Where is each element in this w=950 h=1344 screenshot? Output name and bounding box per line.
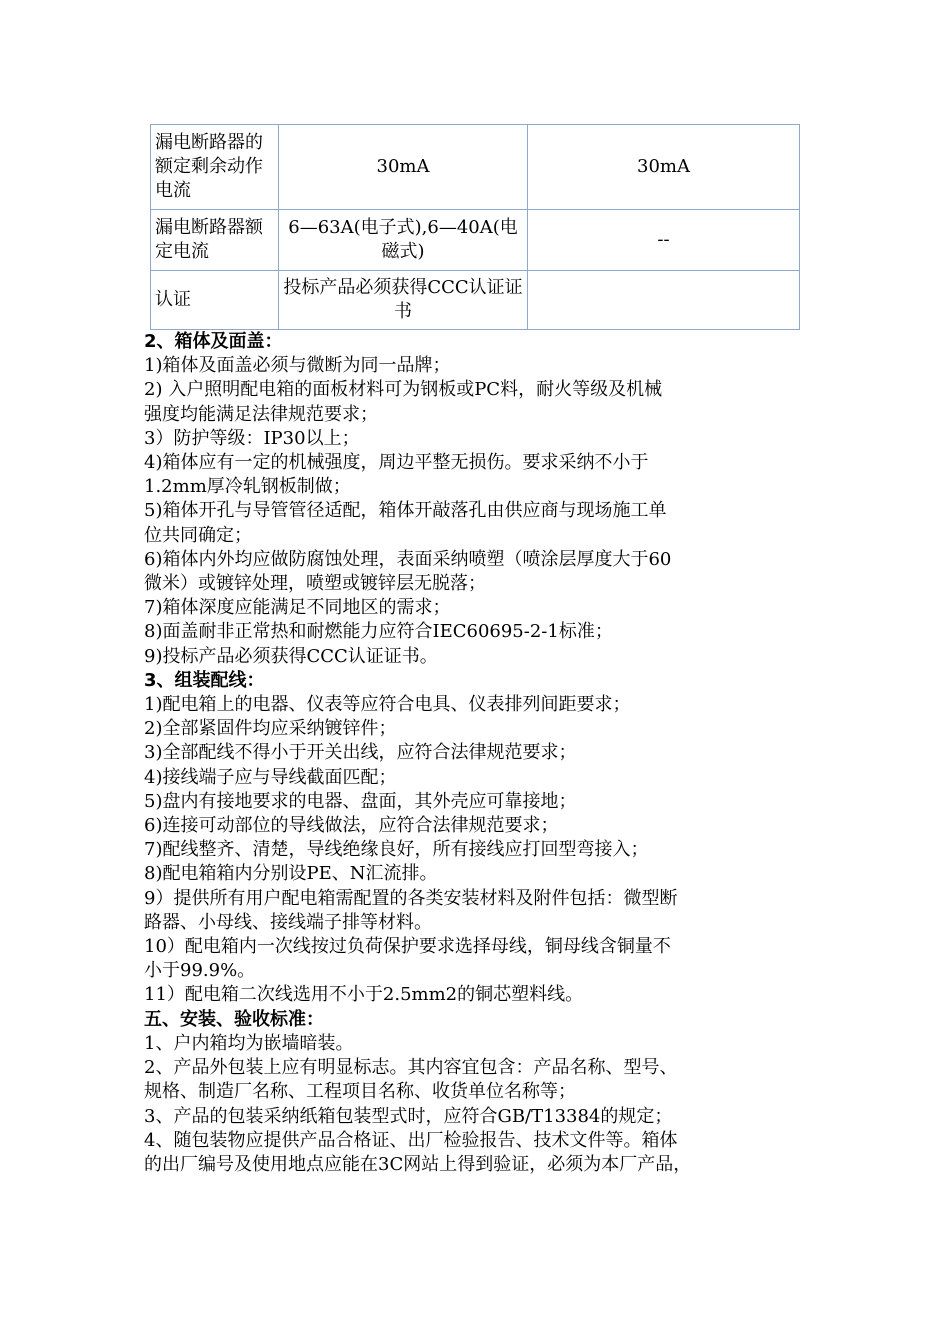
text-line: 5)盘内有接地要求的电器、盘面，其外壳应可靠接地； <box>144 790 577 812</box>
table-cell: 6—63A(电子式),6—40A(电磁式) <box>279 210 528 271</box>
document-page <box>144 124 814 1177</box>
text-line: 4)接线端子应与导线截面匹配； <box>144 766 397 788</box>
text-line: 2)全部紧固件均应采纳镀锌件； <box>144 718 397 740</box>
table-row <box>151 210 800 271</box>
text-line: 1)箱体及面盖必须与微断为同一品牌； <box>144 355 451 377</box>
table-cell <box>528 271 800 330</box>
section-heading: 3、组装配线： <box>144 669 265 691</box>
text-line: 4)箱体应有一定的机械强度，周边平整无损伤。要求采纳不小于 <box>144 452 649 474</box>
table-cell: 30mA <box>279 125 528 210</box>
text-line: 2、产品外包装上应有明显标志。其内容宜包含：产品名称、型号、 <box>144 1057 678 1079</box>
text-line: 6)箱体内外均应做防腐蚀处理，表面采纳喷塑（喷涂层厚度大于60 <box>144 548 672 570</box>
text-line: 8)面盖耐非正常热和耐燃能力应符合IEC60695-2-1标准； <box>144 621 613 643</box>
text-line: 11）配电箱二次线选用不小于2.5mm2的铜芯塑料线。 <box>144 984 584 1006</box>
text-line: 微米）或镀锌处理，喷塑或镀锌层无脱落； <box>144 573 486 595</box>
table-cell: 投标产品必须获得CCC认证证书 <box>279 271 528 330</box>
spec-table <box>150 124 800 330</box>
text-line: 1、户内箱均为嵌墙暗装。 <box>144 1032 354 1054</box>
table-cell: 漏电断路器额定电流 <box>151 210 279 271</box>
text-line: 1)配电箱上的电器、仪表等应符合电具、仪表排列间距要求； <box>144 694 631 716</box>
table-row <box>151 125 800 210</box>
text-line: 位共同确定； <box>144 524 252 546</box>
table-cell: 认证 <box>151 271 279 330</box>
table-row <box>151 271 800 330</box>
text-line: 10）配电箱内一次线按过负荷保护要求选择母线，铜母线含铜量不 <box>144 936 671 958</box>
text-line: 3、产品的包装采纳纸箱包装型式时，应符合GB/T13384的规定； <box>144 1105 673 1127</box>
text-line: 1.2mm厚冷轧钢板制做； <box>144 476 351 498</box>
section-heading: 2、箱体及面盖： <box>144 331 283 352</box>
text-line: 2) 入户照明配电箱的面板材料可为钢板或PC料，耐火等级及机械 <box>144 379 663 401</box>
text-line: 的出厂编号及使用地点应能在3C网站上得到验证，必须为本厂产品， <box>144 1153 692 1175</box>
text-line: 5)箱体开孔与导管管径适配，箱体开敲落孔由供应商与现场施工单 <box>144 500 667 522</box>
text-line: 9）提供所有用户配电箱需配置的各类安装材料及附件包括：微型断 <box>144 887 678 909</box>
text-line: 3）防护等级：IP30以上； <box>144 427 360 449</box>
text-line: 7)配线整齐、清楚，导线绝缘良好，所有接线应打回型弯接入； <box>144 839 649 861</box>
text-line: 强度均能满足法律规范要求； <box>144 403 378 425</box>
text-line: 3)全部配线不得小于开关出线，应符合法律规范要求； <box>144 742 577 764</box>
table-cell: -- <box>528 210 800 271</box>
table-cell: 漏电断路器的额定剩余动作电流 <box>151 125 279 210</box>
text-line: 规格、制造厂名称、工程项目名称、收货单位名称等； <box>144 1081 576 1103</box>
table-cell: 30mA <box>528 125 800 210</box>
text-line: 4、随包装物应提供产品合格证、出厂检验报告、技术文件等。箱体 <box>144 1129 678 1151</box>
text-line: 8)配电箱箱内分别设PE、N汇流排。 <box>144 863 438 885</box>
text-line: 6)连接可动部位的导线做法，应符合法律规范要求； <box>144 815 559 837</box>
text-line: 7)箱体深度应能满足不同地区的需求； <box>144 597 451 619</box>
text-line: 9)投标产品必须获得CCC认证证书。 <box>144 645 438 667</box>
body-text <box>144 330 814 1177</box>
section-heading: 五、安装、验收标准： <box>144 1008 324 1030</box>
text-line: 小于99.9%。 <box>144 960 256 982</box>
text-line: 路器、小母线、接线端子排等材料。 <box>144 911 432 933</box>
